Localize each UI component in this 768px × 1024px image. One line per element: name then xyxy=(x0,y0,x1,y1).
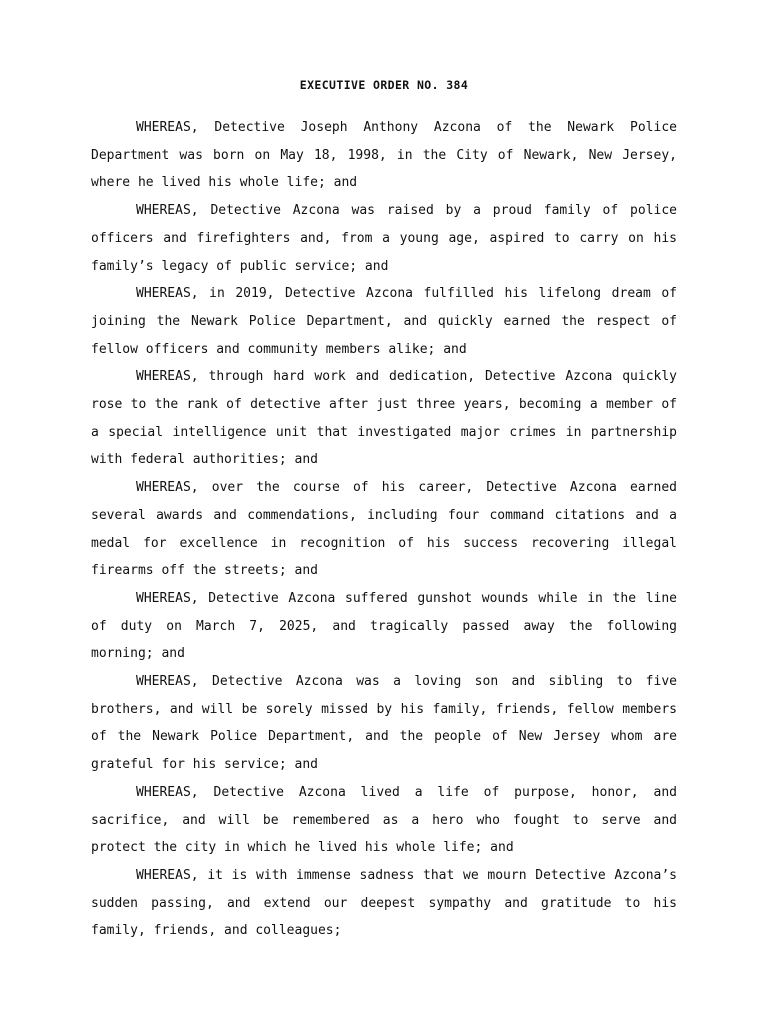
whereas-paragraph-5: WHEREAS, over the course of his career, Detective Azcona earned several awards and commendations, including four command citations and a medal for excellence in recognition of his success recovering illegal firearms off the streets; and xyxy=(91,480,677,579)
whereas-paragraph-6: WHEREAS, Detective Azcona suffered gunshot wounds while in the line of duty on March 7, 2025, and tragically passed away the following morning; and xyxy=(91,590,677,662)
whereas-paragraph-9: WHEREAS, it is with immense sadness that we mourn Detective Azcona’s sudden passing, and extend our deepest sympathy and gratitude to his family, friends, and colleagues; xyxy=(91,867,677,939)
document-body xyxy=(91,114,677,945)
whereas-paragraph-4: WHEREAS, through hard work and dedication, Detective Azcona quickly rose to the rank of detective after just three years, becoming a member of a special intelligence unit that investigated major crimes in partnership with federal authorities; and xyxy=(91,369,677,468)
whereas-paragraph-2: WHEREAS, Detective Azcona was raised by a proud family of police officers and firefighters and, from a young age, aspired to carry on his family’s legacy of public service; and xyxy=(91,203,677,274)
whereas-paragraph-3: WHEREAS, in 2019, Detective Azcona fulfilled his lifelong dream of joining the Newark Police Department, and quickly earned the respect of fellow officers and community members alike; and xyxy=(91,286,677,357)
whereas-paragraph-8: WHEREAS, Detective Azcona lived a life of purpose, honor, and sacrifice, and will be remembered as a hero who fought to serve and protect the city in which he lived his whole life; and xyxy=(91,784,677,856)
whereas-paragraph-1: WHEREAS, Detective Joseph Anthony Azcona of the Newark Police Department was born on May 18, 1998, in the City of Newark, New Jersey, where he lived his whole life; and xyxy=(91,120,677,191)
whereas-paragraph-7: WHEREAS, Detective Azcona was a loving son and sibling to five brothers, and will be sorely missed by his family, friends, fellow members of the Newark Police Department, and the people of New Jersey whom are grateful for his service; and xyxy=(91,674,677,773)
document-title: EXECUTIVE ORDER NO. 384 xyxy=(299,78,469,92)
